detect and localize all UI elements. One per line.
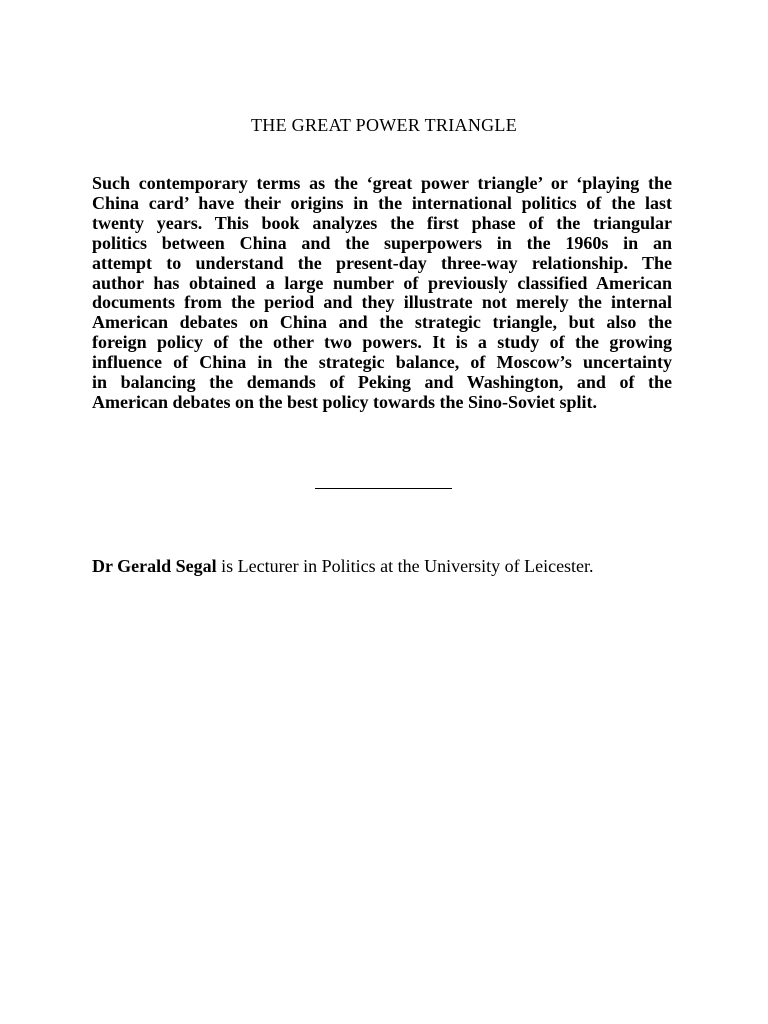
description-line: attempt to understand the present-day three-way relationship. The — [92, 252, 672, 273]
description-line: American debates on the best policy towards the Sino-Soviet split. — [92, 391, 597, 412]
page-title: THE GREAT POWER TRIANGLE — [250, 115, 518, 135]
description-line: documents from the period and they illustrate not merely the internal — [92, 292, 672, 313]
description-line: author has obtained a large number of previously classified American — [92, 272, 672, 293]
book-description — [92, 174, 672, 413]
description-line: China card’ have their origins in the international politics of the last — [92, 192, 672, 213]
description-line: twenty years. This book analyzes the first phase of the triangular — [92, 212, 672, 233]
section-divider — [315, 488, 452, 489]
description-line: American debates on China and the strategic triangle, but also the — [92, 312, 672, 333]
author-description: is Lecturer in Politics at the University of Leicester. — [216, 556, 594, 576]
author-bio — [92, 555, 594, 577]
description-line: influence of China in the strategic balance, of Moscow’s uncertainty — [92, 352, 672, 373]
description-line: Such contemporary terms as the ‘great power triangle’ or ‘playing the — [92, 173, 672, 193]
description-line: in balancing the demands of Peking and Washington, and of the — [92, 372, 672, 393]
description-line: politics between China and the superpowers in the 1960s in an — [92, 232, 672, 253]
author-name: Dr Gerald Segal — [92, 556, 217, 576]
description-line: foreign policy of the other two powers. It is a study of the growing — [92, 332, 672, 353]
